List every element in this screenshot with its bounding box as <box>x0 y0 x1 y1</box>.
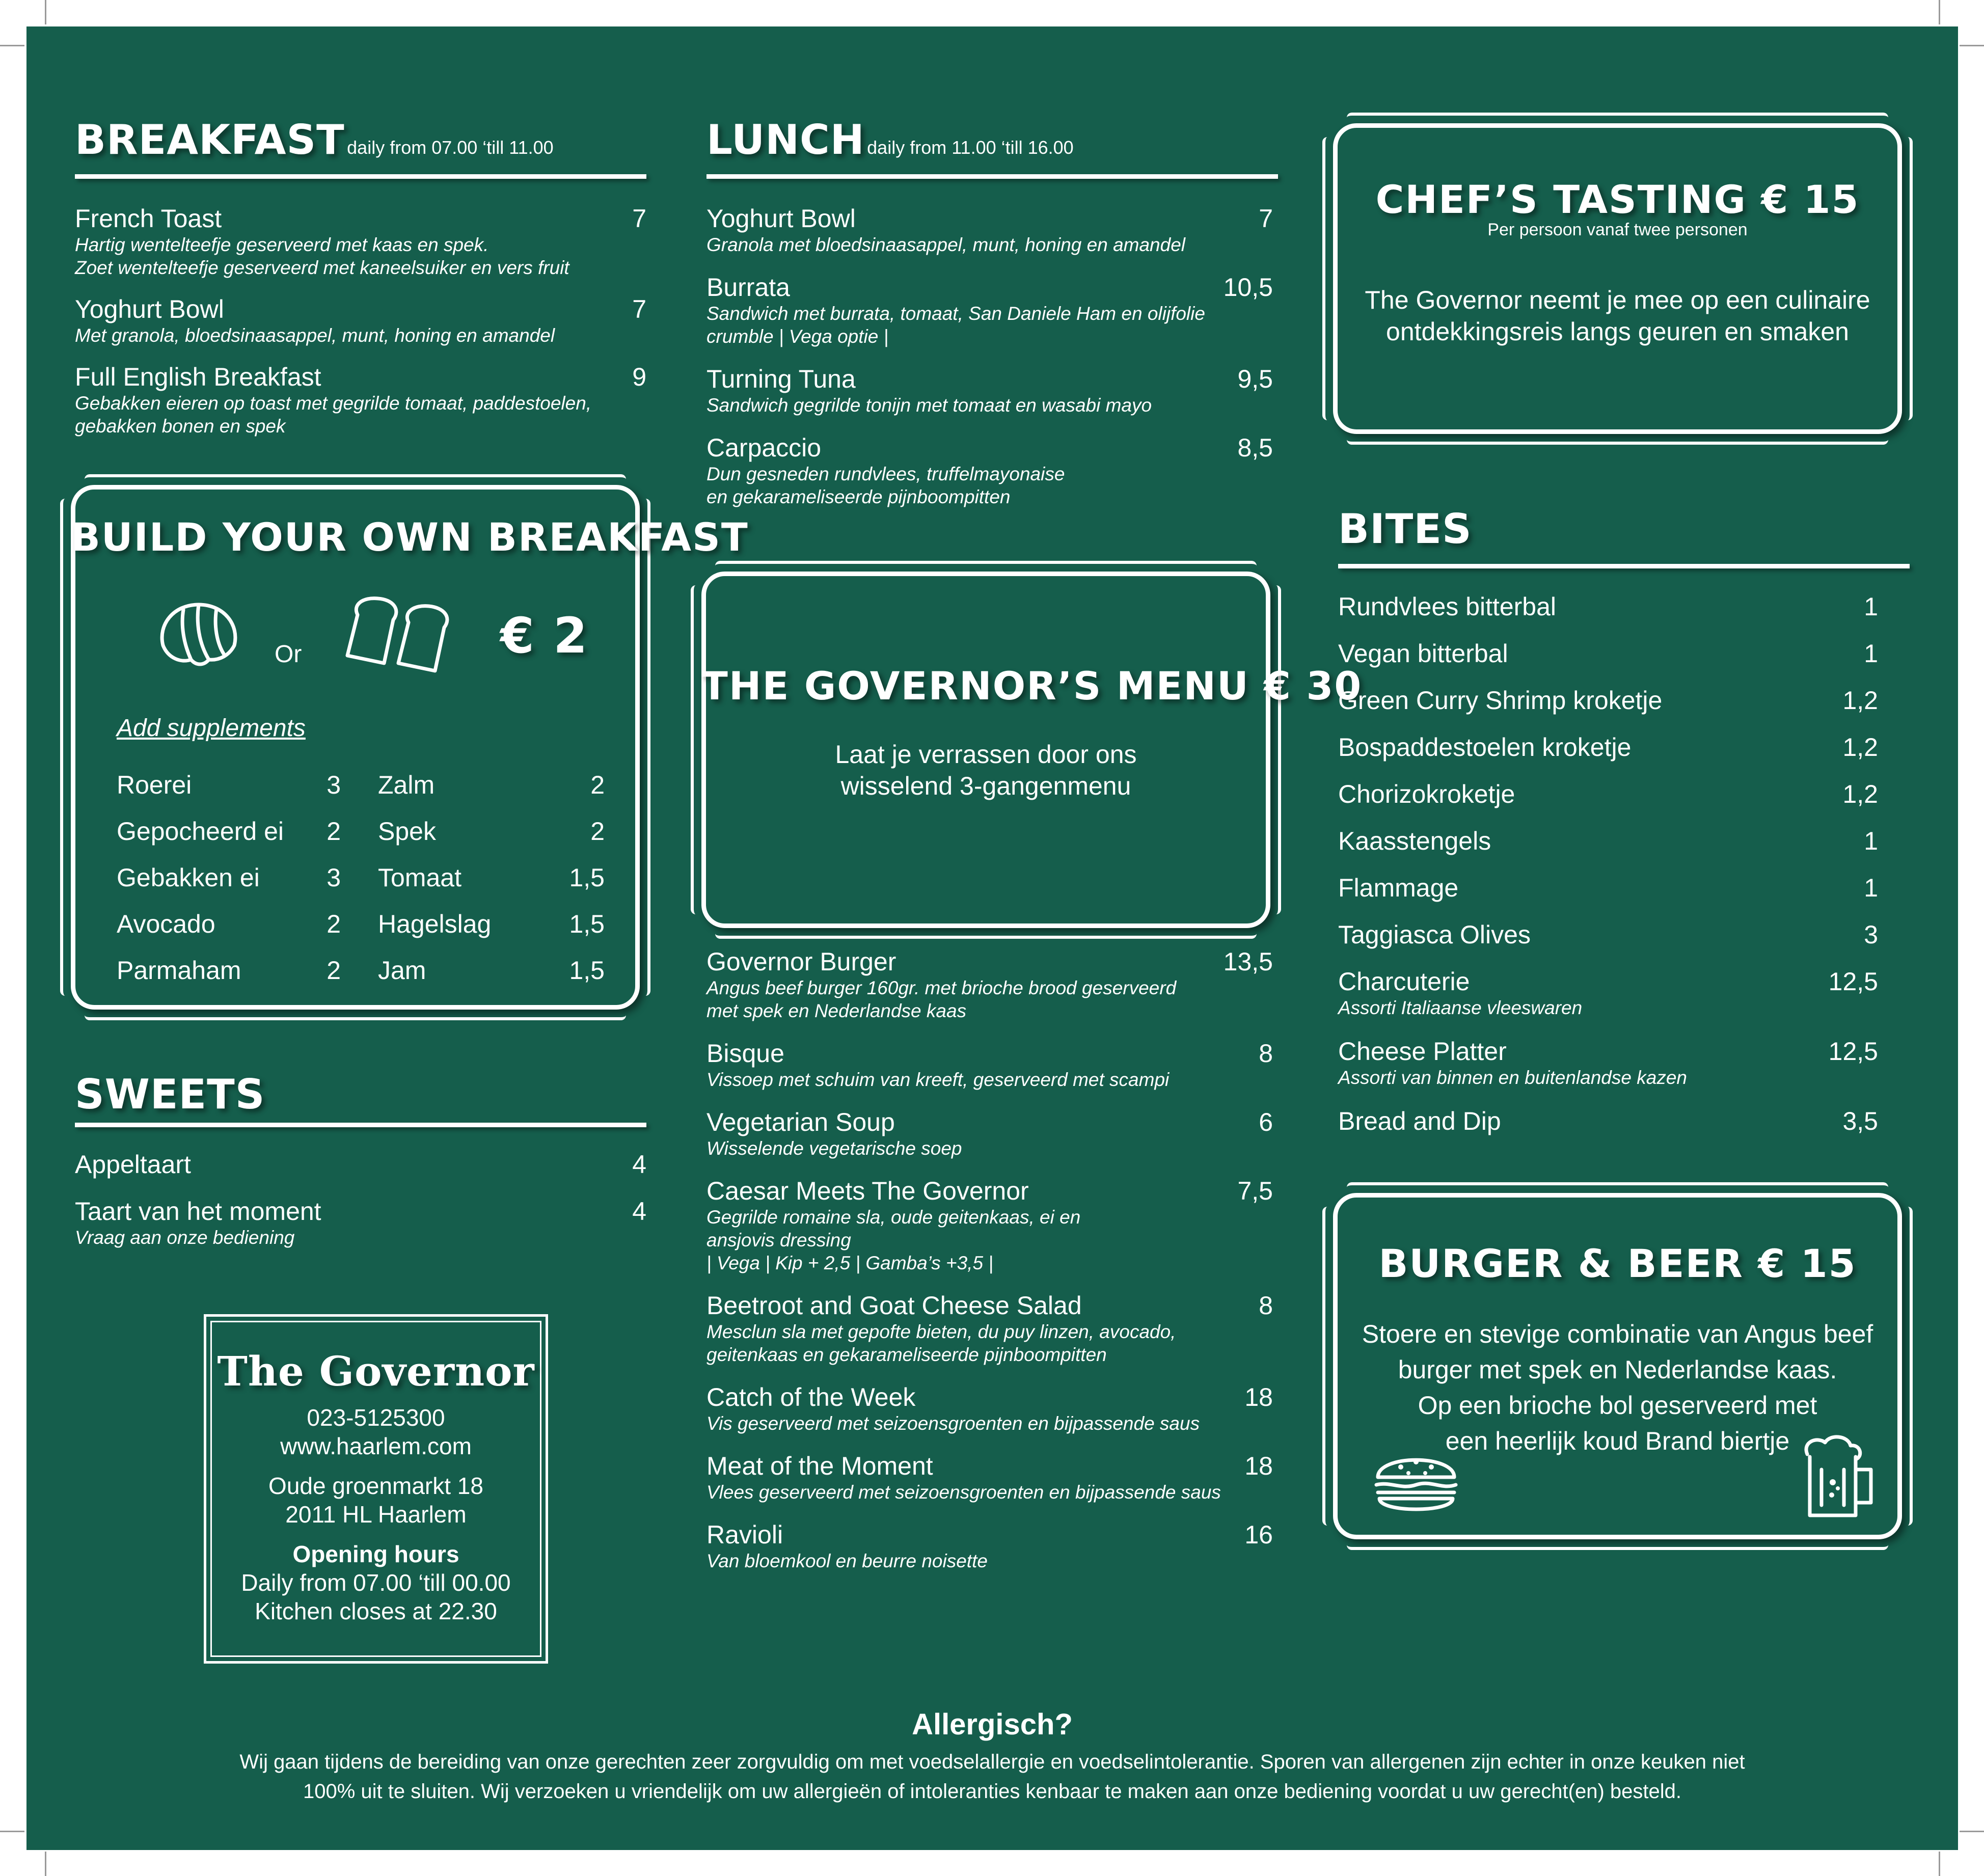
supplement-name: Zalm <box>378 771 435 799</box>
menu-item-name: Bread and Dip <box>1338 1107 1501 1135</box>
menu-item-description: Vissoep met schuim van kreeft, geserveerd met scampi <box>706 1069 1170 1090</box>
menu-item <box>706 1451 1273 1504</box>
menu-item-name: Vegetarian Soup <box>706 1108 895 1136</box>
lunch-hours: daily from 11.00 ‘till 16.00 <box>867 137 1074 158</box>
supplement-row <box>117 770 341 800</box>
menu-item <box>75 204 646 279</box>
menu-item-name: Cheese Platter <box>1338 1037 1507 1066</box>
menu-item-price: 9 <box>632 363 646 391</box>
kitchen-closes: Kitchen closes at 22.30 <box>255 1598 497 1624</box>
menu-item-name: Vegan bitterbal <box>1338 639 1508 668</box>
breakfast-header <box>75 116 554 164</box>
menu-item <box>706 1382 1273 1435</box>
contact-street: Oude groenmarkt 18 <box>268 1473 483 1499</box>
sweets-list <box>75 1150 646 1282</box>
supplement-name: Hagelslag <box>378 910 492 938</box>
menu-item <box>706 273 1273 348</box>
lunch-list <box>706 204 1273 550</box>
menu-item-name: Charcuterie <box>1338 967 1470 996</box>
burger-icon <box>1370 1442 1462 1520</box>
menu-item-price: 18 <box>1244 1452 1273 1480</box>
menu-item-name: Burrata <box>706 273 790 302</box>
menu-item-name: Caesar Meets The Governor <box>706 1177 1029 1205</box>
supplement-price: 3 <box>327 863 341 892</box>
breakfast-list <box>75 204 646 474</box>
supplement-row <box>378 909 605 939</box>
or-label: Or <box>275 641 302 668</box>
supplement-name: Tomaat <box>378 863 461 892</box>
menu-item-description: Granola met bloedsinaasappel, munt, honing en amandel <box>706 234 1186 255</box>
supplement-row <box>378 770 605 800</box>
supplement-name: Spek <box>378 817 436 846</box>
crop-mark <box>0 45 24 46</box>
menu-item-description: Van bloemkool en beurre noisette <box>706 1551 988 1571</box>
menu-item-price: 1 <box>1864 827 1878 855</box>
menu-item-description: Sandwich gegrilde tonijn met tomaat en wasabi mayo <box>706 395 1152 416</box>
menu-item-price: 12,5 <box>1828 967 1878 996</box>
menu-item <box>1338 920 1878 949</box>
supplement-row <box>117 863 341 892</box>
menu-item-description: Mesclun sla met gepofte bieten, du puy linzen, avocado, geitenkaas en gekarameliseerde pijnboompitten <box>706 1321 1176 1365</box>
crop-mark <box>1939 1852 1940 1876</box>
menu-item <box>75 294 646 347</box>
lunch-header <box>706 116 1074 164</box>
contact-phone: 023-5125300 <box>307 1404 445 1431</box>
breakfast-rule <box>75 174 646 179</box>
chefs-tasting-sub: Per persoon vanaf twee personen <box>1487 220 1748 239</box>
crop-mark <box>1939 0 1940 24</box>
menu-item-description: Hartig wentelteefje geserveerd met kaas en spek. Zoet wentelteefje geserveerd met kaneelsuiker en vers fruit <box>75 234 569 278</box>
menu-item-name: Taart van het moment <box>75 1197 321 1226</box>
breakfast-title: BREAKFAST <box>75 116 345 164</box>
crop-mark <box>0 1831 24 1832</box>
menu-item-price: 18 <box>1244 1383 1273 1411</box>
menu-item-price: 1,2 <box>1842 780 1878 808</box>
bread-icon <box>337 594 459 678</box>
supplement-row <box>378 863 605 892</box>
menu-item-name: French Toast <box>75 204 222 233</box>
lunch-title: LUNCH <box>706 116 865 164</box>
supplement-price: 2 <box>327 956 341 985</box>
supplement-price: 2 <box>590 817 605 846</box>
bites-title: BITES <box>1338 505 1472 553</box>
allergy-text: Wij gaan tijdens de bereiding van onze gerechten zeer zorgvuldig om met voedselallergie en voedselintolerantie. Sporen van allergenen zijn echter in onze keuken niet 100% uit te sluiten. Wij verzoeken u vriendelijk om uw allergieën of intoleranties kenbaar te maken aan onze bediening voordat u uw gerecht(en) besteld. <box>239 1751 1745 1803</box>
menu-item-price: 7 <box>632 295 646 323</box>
menu-item-name: Chorizokroketje <box>1338 780 1515 808</box>
opening-hours-label: Opening hours <box>292 1541 459 1567</box>
menu-item-description: Assorti Italiaanse vleeswaren <box>1338 997 1583 1018</box>
menu-item-name: Meat of the Moment <box>706 1452 933 1480</box>
supplement-price: 2 <box>590 771 605 799</box>
menu-item-price: 12,5 <box>1828 1037 1878 1066</box>
menu-item <box>706 1291 1273 1366</box>
beer-mug-icon <box>1797 1431 1884 1526</box>
supplement-price: 1,5 <box>569 910 605 938</box>
menu-item-name: Bospaddestoelen kroketje <box>1338 733 1632 762</box>
menu-item-name: Turning Tuna <box>706 365 856 393</box>
menu-item <box>1338 639 1878 668</box>
supplement-name: Parmaham <box>117 956 241 985</box>
menu-item <box>1338 686 1878 715</box>
governors-menu-text: Laat je verrassen door ons wisselend 3-gangenmenu <box>835 740 1137 800</box>
menu-item <box>706 433 1273 508</box>
menu-item <box>706 1176 1273 1274</box>
crop-mark <box>45 0 46 24</box>
bites-rule <box>1338 564 1910 568</box>
menu-item-name: Yoghurt Bowl <box>706 204 856 233</box>
contact-box <box>204 1314 548 1664</box>
menu-item <box>706 1520 1273 1572</box>
breakfast-hours: daily from 07.00 ‘till 11.00 <box>347 137 554 158</box>
lunch-rule <box>706 174 1278 179</box>
crop-mark <box>45 1852 46 1876</box>
build-breakfast-price: € 2 <box>500 607 589 664</box>
supplements-label: Add supplements <box>117 715 306 742</box>
menu-item-price: 7,5 <box>1237 1177 1273 1205</box>
menu-item-name: Full English Breakfast <box>75 363 321 391</box>
menu-item-price: 8 <box>1259 1291 1273 1320</box>
supplement-price: 2 <box>327 817 341 846</box>
menu-item-description: Dun gesneden rundvlees, truffelmayonaise en gekarameliseerde pijnboompitten <box>706 464 1065 507</box>
menu-item <box>1338 779 1878 809</box>
menu-item-description: Angus beef burger 160gr. met brioche brood geserveerd met spek en Nederlandse kaas <box>706 977 1177 1021</box>
supplement-name: Gebakken ei <box>117 863 260 892</box>
menu-item-description: Assorti van binnen en buitenlandse kazen <box>1338 1067 1687 1088</box>
menu-item-price: 9,5 <box>1237 365 1273 393</box>
sweets-rule <box>75 1123 646 1127</box>
supplement-price: 1,5 <box>569 863 605 892</box>
menu-item <box>706 947 1273 1022</box>
menu-item-name: Yoghurt Bowl <box>75 295 224 323</box>
menu-item-price: 1 <box>1864 592 1878 621</box>
supplement-price: 1,5 <box>569 956 605 985</box>
burger-beer-text: Stoere en stevige combinatie van Angus beef burger met spek en Nederlandse kaas. Op een brioche bol geserveerd met een heerlijk koud Brand biertje <box>1362 1320 1873 1455</box>
chefs-tasting-box <box>1333 123 1902 434</box>
sweets-title: SWEETS <box>75 1071 265 1118</box>
menu-item-price: 1,2 <box>1842 733 1878 762</box>
menu-item-price: 8 <box>1259 1039 1273 1068</box>
menu-item-description: Gebakken eieren op toast met gegrilde tomaat, paddestoelen, gebakken bonen en spek <box>75 393 592 437</box>
menu-item <box>75 362 646 438</box>
menu-item-description: Sandwich met burrata, tomaat, San Daniele Ham en olijfolie crumble | Vega optie | <box>706 303 1205 347</box>
menu-item-price: 1 <box>1864 639 1878 668</box>
menu-item <box>75 1197 646 1249</box>
menu-item <box>1338 1106 1878 1136</box>
menu-item-price: 3 <box>1864 920 1878 949</box>
governors-menu-title: THE GOVERNOR’S MENU € 30 <box>701 663 1363 709</box>
croissant-icon <box>153 594 244 673</box>
supplement-price: 2 <box>327 910 341 938</box>
menu-item-price: 6 <box>1259 1108 1273 1136</box>
menu-item-price: 16 <box>1244 1520 1273 1549</box>
mains-list <box>706 947 1273 1624</box>
menu-item <box>1338 1037 1878 1089</box>
menu-item-name: Taggiasca Olives <box>1338 920 1531 949</box>
menu-item <box>706 1107 1273 1160</box>
menu-item-description: Vraag aan onze bediening <box>75 1227 295 1248</box>
menu-item-name: Green Curry Shrimp kroketje <box>1338 686 1663 715</box>
menu-item-description: Wisselende vegetarische soep <box>706 1138 962 1159</box>
menu-item-name: Beetroot and Goat Cheese Salad <box>706 1291 1082 1320</box>
supplement-name: Avocado <box>117 910 215 938</box>
supplement-row <box>117 909 341 939</box>
allergy-title: Allergisch? <box>912 1708 1073 1741</box>
menu-item <box>1338 873 1878 903</box>
bites-list <box>1338 592 1878 1178</box>
menu-item-price: 7 <box>1259 204 1273 233</box>
menu-item-price: 3,5 <box>1842 1107 1878 1135</box>
menu-item-price: 1 <box>1864 874 1878 902</box>
supplement-price: 3 <box>327 771 341 799</box>
menu-item-price: 13,5 <box>1223 947 1273 976</box>
supplements-right <box>378 770 605 1004</box>
supplement-row <box>117 956 341 985</box>
menu-item-name: Appeltaart <box>75 1150 191 1179</box>
menu-item-description: Vis geserveerd met seizoensgroenten en bijpassende saus <box>706 1413 1200 1434</box>
crop-mark <box>1960 1831 1984 1832</box>
menu-item-name: Bisque <box>706 1039 784 1068</box>
menu-item <box>706 204 1273 256</box>
menu-item-name: Governor Burger <box>706 947 896 976</box>
menu-item-price: 7 <box>632 204 646 233</box>
supplement-name: Gepocheerd ei <box>117 817 284 846</box>
menu-item <box>1338 732 1878 762</box>
supplements-left <box>117 770 341 1004</box>
supplement-name: Roerei <box>117 771 192 799</box>
menu-item-price: 1,2 <box>1842 686 1878 715</box>
contact-name: The Governor <box>217 1347 535 1395</box>
menu-item-price: 4 <box>632 1150 646 1179</box>
menu-item <box>1338 967 1878 1019</box>
supplement-row <box>378 956 605 985</box>
menu-item-description: Vlees geserveerd met seizoensgroenten en bijpassende saus <box>706 1482 1221 1503</box>
supplement-row <box>378 817 605 846</box>
burger-beer-title: BURGER & BEER € 15 <box>1378 1241 1857 1286</box>
contact-website[interactable]: www.haarlem.com <box>280 1433 472 1459</box>
contact-city: 2011 HL Haarlem <box>285 1501 467 1528</box>
menu-item <box>75 1150 646 1179</box>
build-breakfast-title: BUILD YOUR OWN BREAKFAST <box>71 514 749 560</box>
menu-item-name: Carpaccio <box>706 433 822 462</box>
menu-item <box>706 1039 1273 1091</box>
menu-item-name: Ravioli <box>706 1520 783 1549</box>
menu-item-price: 4 <box>632 1197 646 1226</box>
menu-item <box>1338 592 1878 621</box>
menu-item-name: Rundvlees bitterbal <box>1338 592 1557 621</box>
menu-item-name: Flammage <box>1338 874 1459 902</box>
supplement-row <box>117 817 341 846</box>
menu-item-price: 8,5 <box>1237 433 1273 462</box>
menu-item <box>1338 826 1878 856</box>
menu-item-description: Met granola, bloedsinaasappel, munt, honing en amandel <box>75 325 555 346</box>
menu-item-description: Gegrilde romaine sla, oude geitenkaas, ei en ansjovis dressing | Vega | Kip + 2,5 | Gamba’s +3,5 | <box>706 1207 1081 1273</box>
menu-item <box>706 364 1273 417</box>
supplement-name: Jam <box>378 956 426 985</box>
crop-mark <box>1960 45 1984 46</box>
menu-sheet <box>26 26 1958 1850</box>
chefs-tasting-title: CHEF’S TASTING € 15 <box>1375 177 1860 222</box>
menu-item-name: Catch of the Week <box>706 1383 916 1411</box>
menu-item-name: Kaasstengels <box>1338 827 1491 855</box>
opening-hours-daily: Daily from 07.00 ‘till 00.00 <box>241 1569 511 1596</box>
menu-item-price: 10,5 <box>1223 273 1273 302</box>
chefs-tasting-text: The Governor neemt je mee op een culinaire ontdekkingsreis langs geuren en smaken <box>1365 286 1870 346</box>
